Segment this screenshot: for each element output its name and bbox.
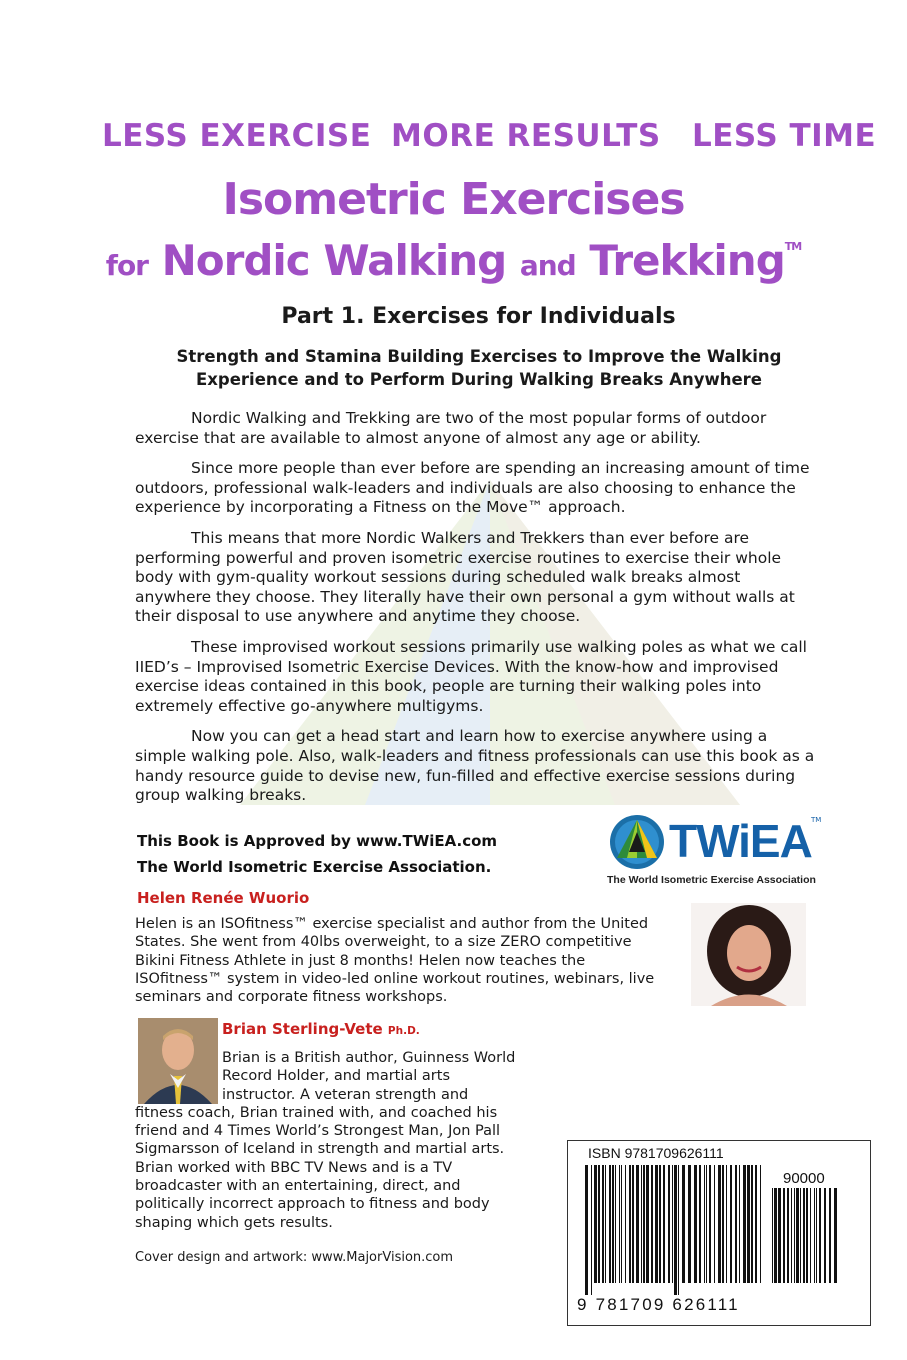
twiea-logo [605,810,830,890]
blurb-paragraph: This means that more Nordic Walkers and Trekkers than ever before are performing powerful and proven isometric exercise routines to exercise their whole body with gym-quality workout sessions during scheduled walk breaks almost anywhere they choose. They literally have their own personal a gym without walls at their disposal to use anywhere and anytime they choose. [135,528,795,626]
approval-line2: The World Isometric Exercise Association. [137,858,492,876]
twiea-tagline: The World Isometric Exercise Association [607,874,816,886]
brian-bio-line: instructor. A veteran strength and [222,1086,469,1103]
brian-suffix: Ph.D. [387,1025,420,1037]
twiea-wordmark: TWiEA [669,815,812,867]
taglines [0,118,907,162]
book-title-line1: Isometric Exercises [222,174,685,225]
cover-credit: Cover design and artwork: www.MajorVision.com [135,1250,454,1265]
isbn-digits: 9 781709 626111 [577,1295,740,1314]
price-code: 90000 [783,1170,825,1187]
helen-bio: Helen is an ISOfitness™ exercise specialist and author from the United States. She went from 40lbs overweight, to a size ZERO competitive Bikini Fitness Athlete in just 8 months! Helen now teaches the ISOfitness™ system in video-led online workout routines, webinars, live seminars and corporate fitness workshops. [135,916,655,1006]
brian-bio-line: politically incorrect approach to fitness and body [135,1196,490,1213]
twiea-tm: TM [811,816,822,824]
approval-note [137,828,497,880]
title-and: and [519,249,576,282]
brian-bio-line: Record Holder, and martial arts [222,1068,450,1085]
blurb [135,409,815,817]
twiea-triangle-icon [607,812,667,870]
tagline-less-time: LESS TIME [692,118,877,154]
blurb-paragraph: Nordic Walking and Trekking are two of the most popular forms of outdoor exercise that are available to almost anyone of almost any age or ability. [135,409,767,447]
brian-name [222,1020,420,1038]
approval-line1: This Book is Approved by www.TWiEA.com [137,832,498,850]
blurb-paragraph: Now you can get a head start and learn how to exercise anywhere using a simple walking pole. Also, walk-leaders and fitness professionals can use this book as a handy resource guide to devise new, fun-filled and effective exercise sessions during group walking breaks. [135,727,815,805]
title-nordic-walking: Nordic Walking [161,236,507,285]
subtitle-line2: Experience and to Perform During Walking Breaks Anywhere [195,370,762,389]
blurb-paragraph: These improvised workout sessions primarily use walking poles as what we call IIED’s – Improvised Isometric Exercise Devices. With the know-how and improvised exercise ideas contained in this book, people are turning their walking poles into extremely effective go-anywhere multigyms. [135,637,807,715]
part-heading: Part 1. Exercises for Individuals [281,304,676,329]
helen-name: Helen Renée Wuorio [137,889,310,907]
brian-bio-line: shaping which gets results. [135,1214,333,1231]
brian-name-text: Brian Sterling-Vete [222,1020,383,1038]
price-barcode [772,1188,840,1295]
isbn-label: ISBN 9781709626111 [588,1145,724,1161]
subtitle-line1: Strength and Stamina Building Exercises to Improve the Walking [176,347,782,366]
brian-bio-line: Brian worked with BBC TV News and is a TV [135,1159,453,1176]
title-tm: TM [784,240,802,253]
tagline-less-exercise: LESS EXERCISE [102,118,372,154]
brian-bio-line: friend and 4 Times World’s Strongest Man, Jon Pall [135,1123,501,1140]
brian-bio-line: Sigmarsson of Iceland in strength and martial arts. [135,1141,505,1158]
tagline-more-results: MORE RESULTS [391,118,661,154]
subtitle [140,345,818,391]
title-for: for [105,249,148,282]
brian-bio-line: broadcaster with an entertaining, direct, and [135,1178,461,1195]
brian-bio-line: Brian is a British author, Guinness World [222,1050,516,1066]
isbn-barcode [585,1165,765,1295]
blurb-paragraph: Since more people than ever before are spending an increasing amount of time outdoors, professional walk-leaders and individuals are also choosing to enhance the experience by incorporating a Fitness on the Move™ approach. [135,459,810,517]
title-trekking: Trekking [589,236,785,285]
helen-photo [691,903,806,1006]
book-title-line2 [0,236,907,285]
brian-bio [135,1049,535,1232]
brian-bio-line: fitness coach, Brian trained with, and coached his [135,1104,498,1121]
